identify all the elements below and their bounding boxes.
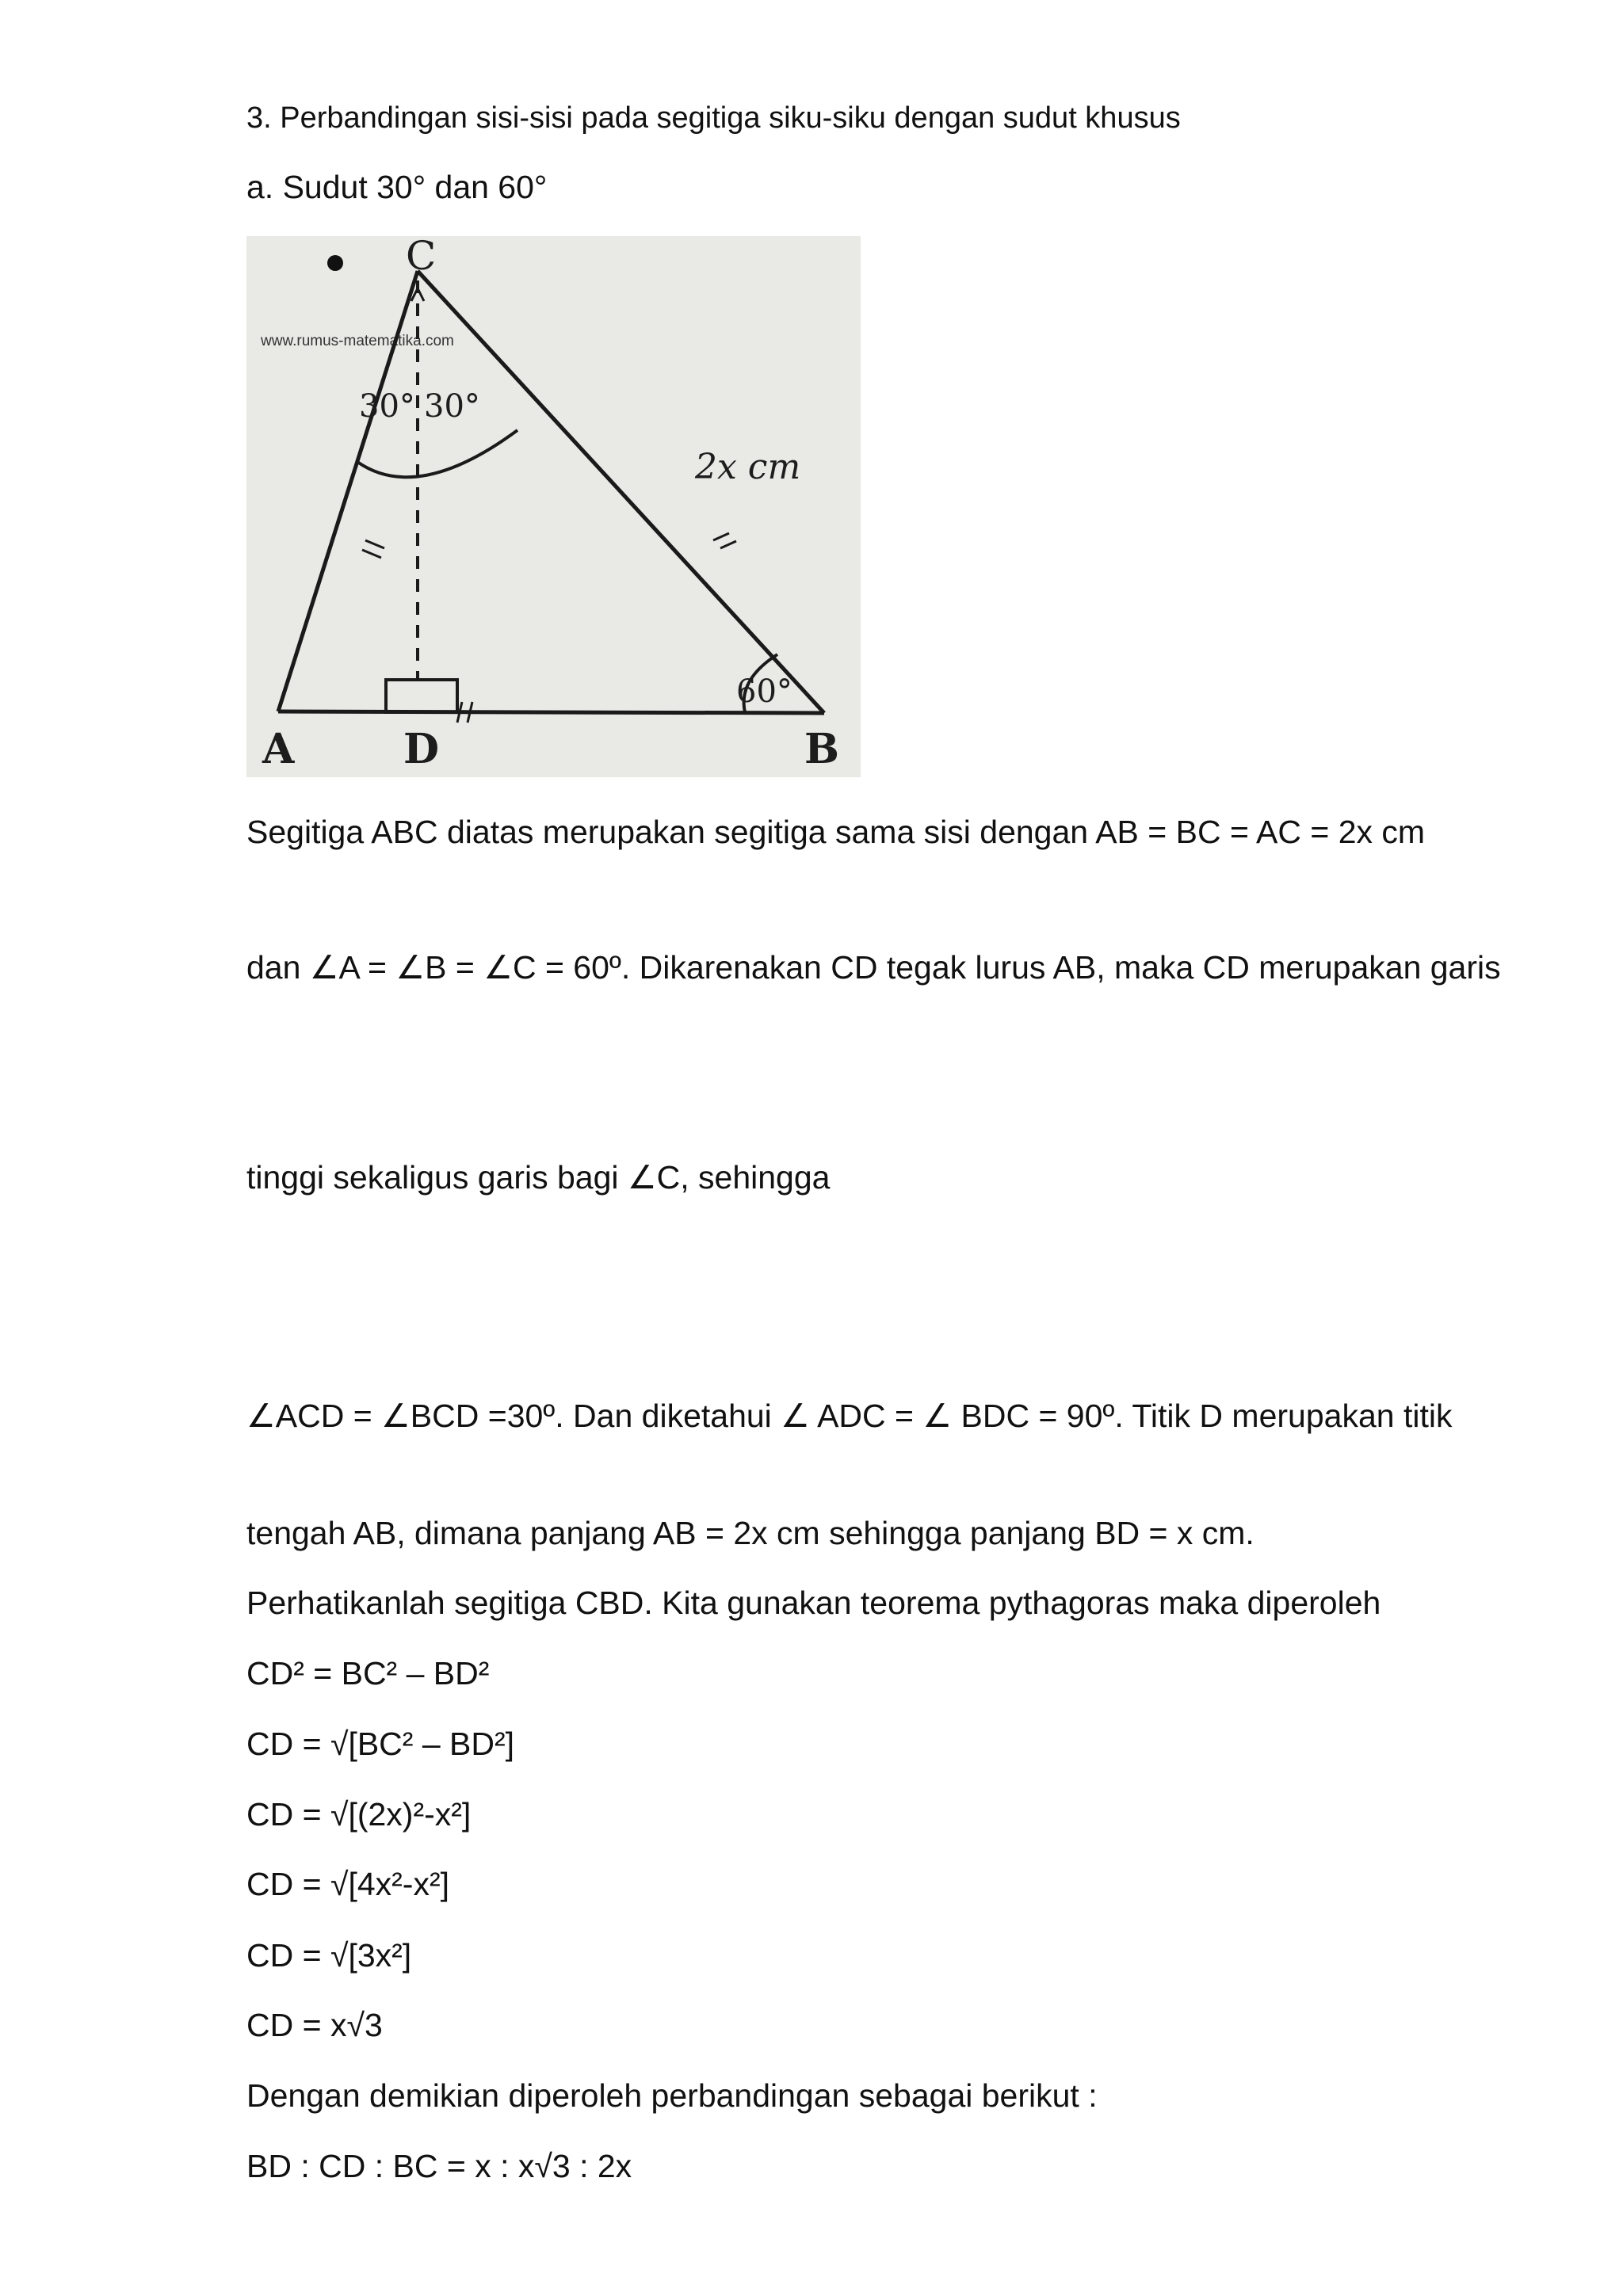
vertex-d-label: D bbox=[403, 725, 440, 773]
angle-left-label: 30° bbox=[359, 388, 415, 425]
side-ab bbox=[278, 711, 824, 713]
paragraph-line: ∠ACD = ∠BCD =30º. Dan diketahui ∠ ADC = ∠ BDC = 90º. Titik D merupakan titik bbox=[246, 1398, 1453, 1434]
vertex-c-label: C bbox=[406, 236, 437, 279]
triangle-diagram bbox=[246, 236, 861, 777]
equation-line: CD = √[3x²] bbox=[246, 1937, 412, 1974]
equation-line: CD = √[BC² – BD²] bbox=[246, 1726, 515, 1762]
vertex-b-label: B bbox=[804, 725, 839, 773]
conclusion-text: Dengan demikian diperoleh perbandingan sebagai berikut : bbox=[246, 2077, 1098, 2114]
triangle-figure bbox=[246, 236, 861, 777]
paragraph-line: Segitiga ABC diatas merupakan segitiga sama sisi dengan AB = BC = AC = 2x cm bbox=[246, 814, 1426, 850]
subsection-heading: a. Sudut 30° dan 60° bbox=[246, 169, 548, 205]
equation-line: CD = √[(2x)²-x²] bbox=[246, 1796, 472, 1833]
paragraph-line: Perhatikanlah segitiga CBD. Kita gunakan teorema pythagoras maka diperoleh bbox=[246, 1585, 1381, 1621]
equation-line: CD = x√3 bbox=[246, 2007, 383, 2043]
angle-right-label: 30° bbox=[424, 388, 480, 425]
dot-mark bbox=[327, 255, 343, 271]
paragraph-line: tengah AB, dimana panjang AB = 2x cm sehingga panjang BD = x cm. bbox=[246, 1515, 1254, 1551]
side-bc bbox=[418, 271, 824, 713]
vertex-a-label: A bbox=[262, 725, 295, 773]
section-heading: 3. Perbandingan sisi-sisi pada segitiga siku-siku dengan sudut khusus bbox=[246, 101, 1181, 135]
right-angle-mark bbox=[386, 680, 457, 712]
side-length-label: 2x cm bbox=[695, 447, 801, 487]
equation-line: CD² = BC² – BD² bbox=[246, 1655, 490, 1691]
paragraph-line: dan ∠A = ∠B = ∠C = 60º. Dikarenakan CD tegak lurus AB, maka CD merupakan garis bbox=[246, 949, 1501, 986]
equation-line: CD = √[4x²-x²] bbox=[246, 1866, 449, 1902]
paragraph-line: tinggi sekaligus garis bagi ∠C, sehingga bbox=[246, 1159, 831, 1196]
angle-arc-c bbox=[357, 430, 517, 477]
watermark-text: www.rumus-matematika.com bbox=[261, 333, 454, 349]
ratio-text: BD : CD : BC = x : x√3 : 2x bbox=[246, 2148, 632, 2184]
angle-b-label: 60° bbox=[736, 673, 792, 710]
